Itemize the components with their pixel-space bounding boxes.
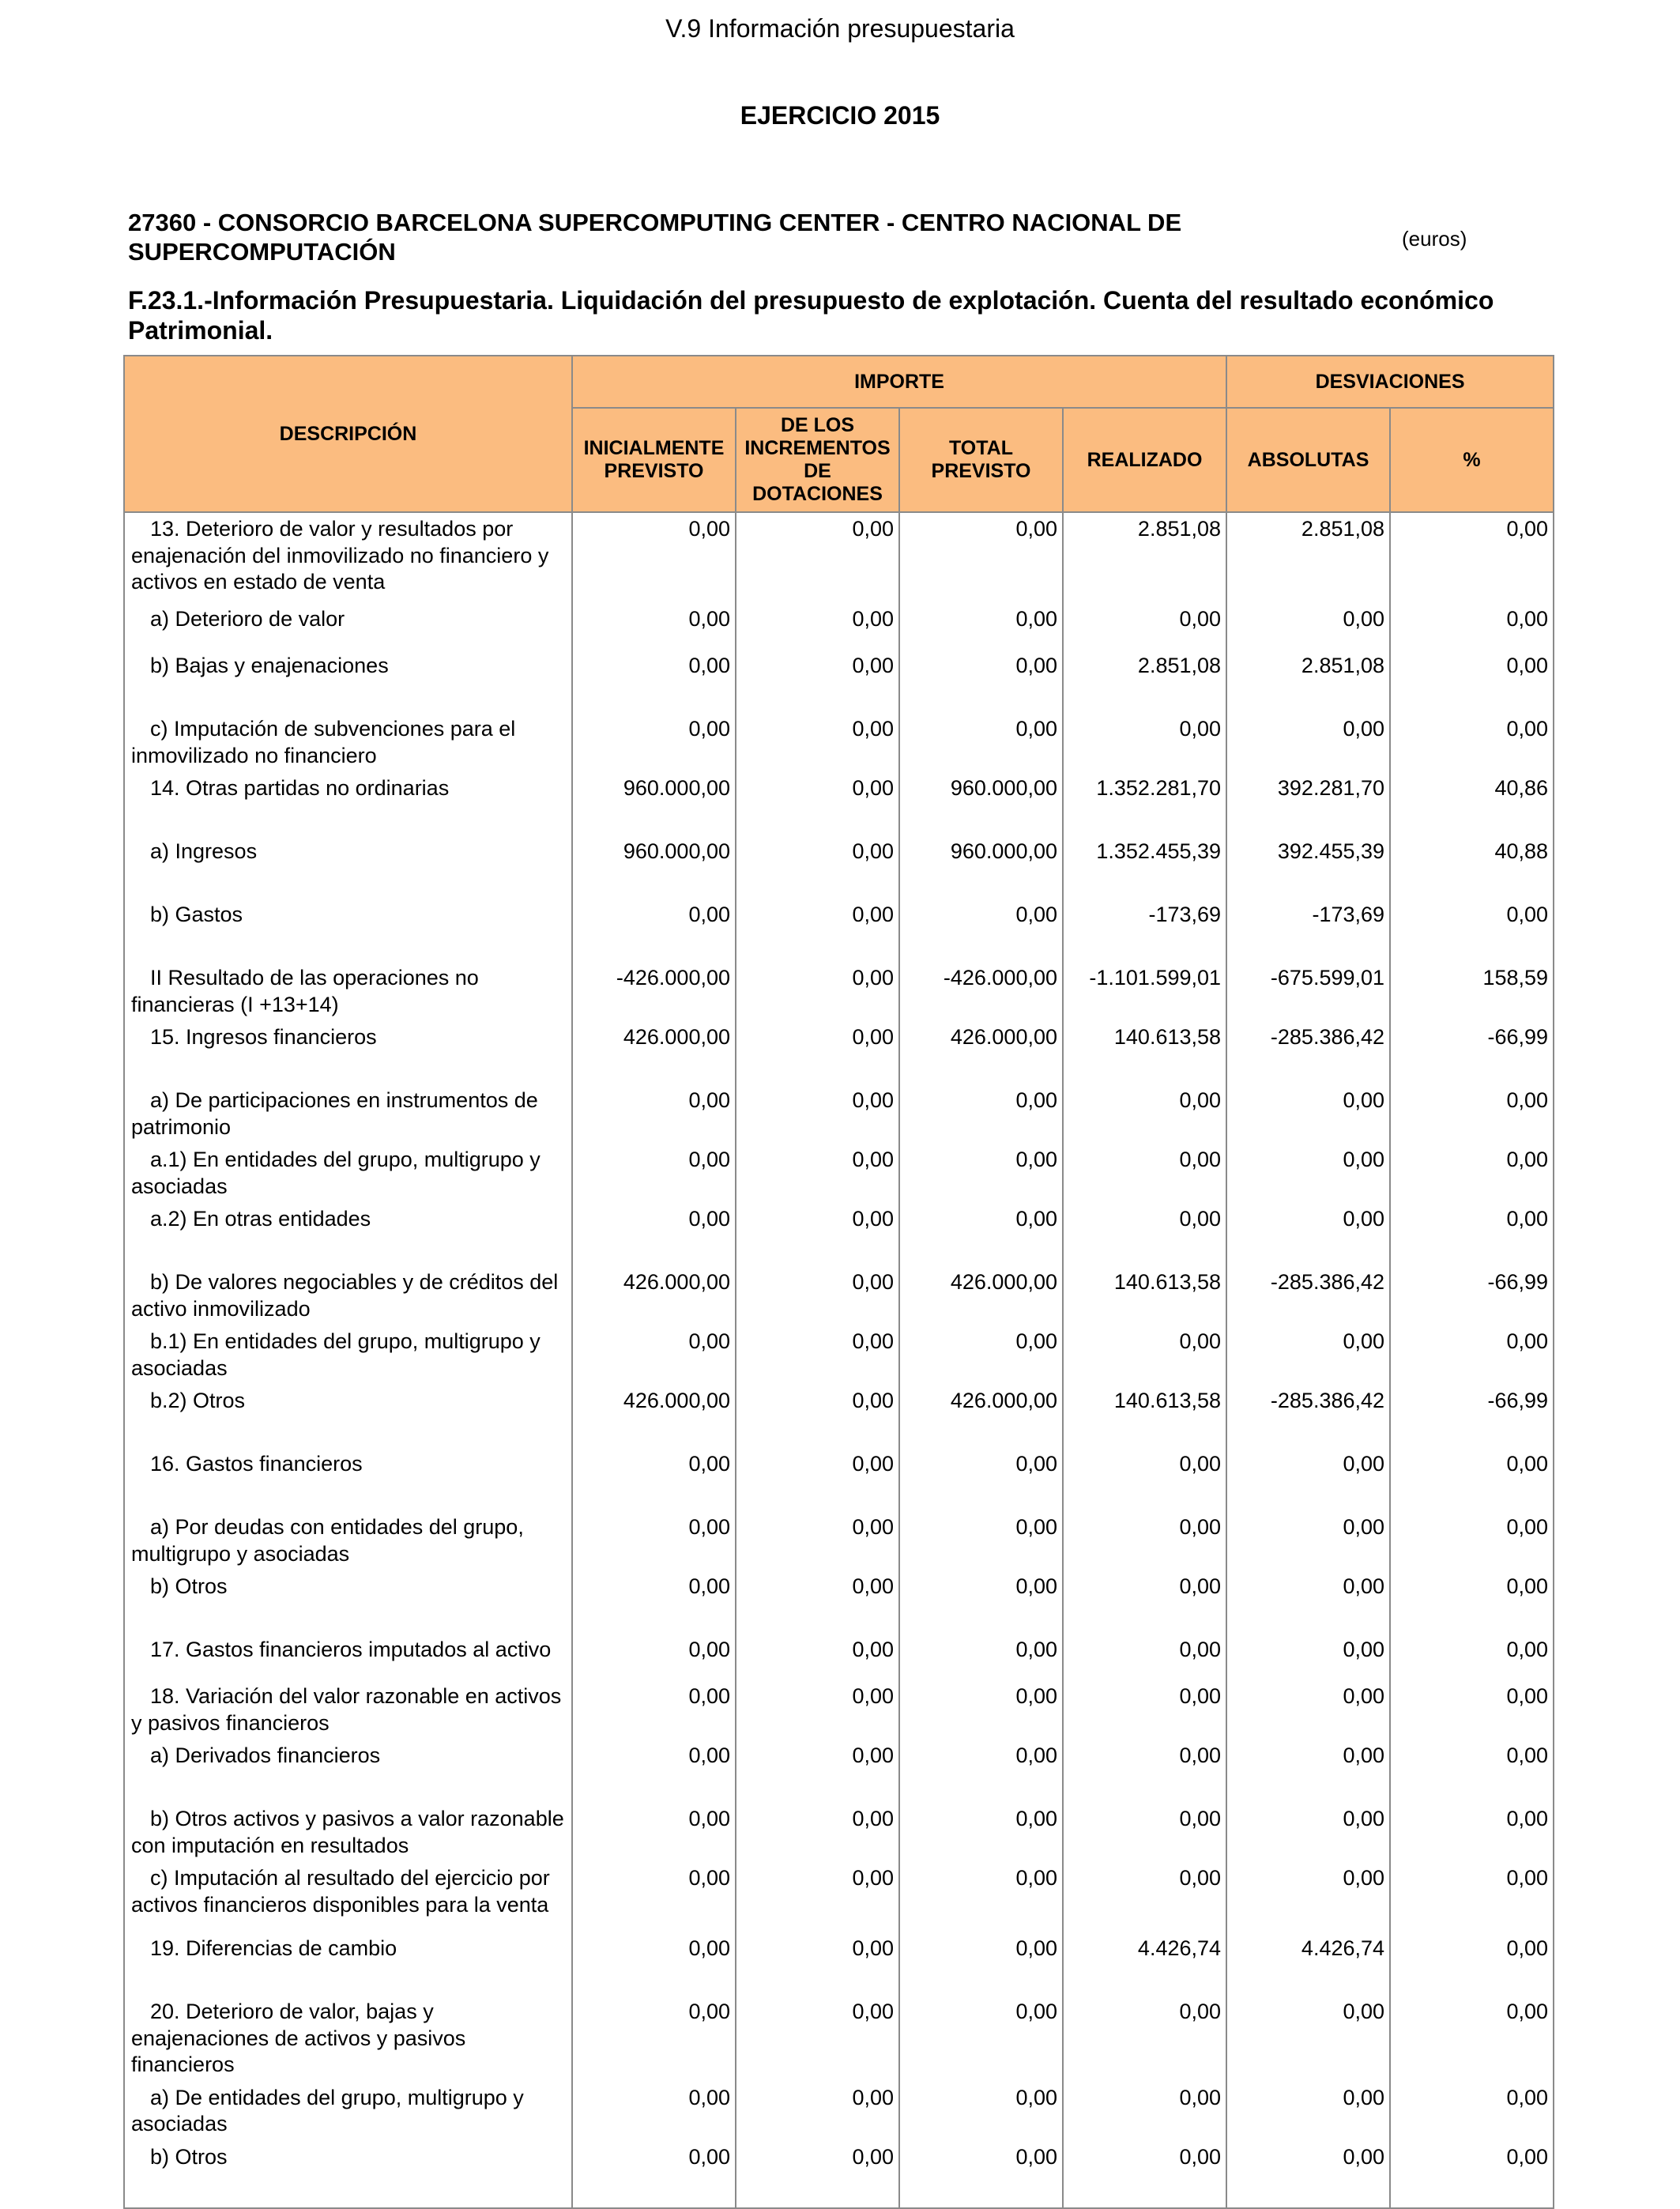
- cell-porcentaje: 0,00: [1390, 1740, 1554, 1803]
- cell-inicialmente-previsto: 0,00: [572, 2141, 736, 2208]
- cell-absolutas: -675.599,01: [1226, 962, 1390, 1021]
- cell-inicialmente-previsto: 0,00: [572, 1511, 736, 1570]
- cell-total-previsto: 0,00: [899, 1680, 1063, 1740]
- cell-porcentaje: 158,59: [1390, 962, 1554, 1021]
- cell-absolutas: 0,00: [1226, 1325, 1390, 1385]
- cell-porcentaje: 0,00: [1390, 2141, 1554, 2208]
- cell-inicialmente-previsto: 0,00: [572, 1144, 736, 1203]
- entity-name: 27360 - CONSORCIO BARCELONA SUPERCOMPUTING CENTER - CENTRO NACIONAL DE SUPERCOMPUTACIÓN: [128, 209, 1182, 266]
- cell-absolutas: 2.851,08: [1226, 650, 1390, 713]
- cell-porcentaje: -66,99: [1390, 1266, 1554, 1325]
- table-row: [124, 962, 1554, 1021]
- cell-total-previsto: 0,00: [899, 1144, 1063, 1203]
- cell-incrementos: 0,00: [736, 1803, 899, 1862]
- cell-absolutas: 0,00: [1226, 1203, 1390, 1266]
- cell-absolutas: 0,00: [1226, 1144, 1390, 1203]
- cell-incrementos: 0,00: [736, 1680, 899, 1740]
- row-description: b) De valores negociables y de créditos del activo inmovilizado: [124, 1266, 572, 1325]
- cell-porcentaje: 0,00: [1390, 1634, 1554, 1680]
- cell-inicialmente-previsto: 0,00: [572, 1740, 736, 1803]
- cell-incrementos: 0,00: [736, 1385, 899, 1448]
- row-description: 18. Variación del valor razonable en activos y pasivos financieros: [124, 1680, 572, 1740]
- report-title: F.23.1.-Información Presupuestaria. Liquidación del presupuesto de explotación. Cuenta del resultado económico Patrimonial.: [128, 286, 1494, 345]
- table-header: [124, 356, 1554, 512]
- cell-realizado: 1.352.281,70: [1063, 772, 1226, 835]
- table-row: [124, 1740, 1554, 1803]
- cell-incrementos: 0,00: [736, 1448, 899, 1511]
- cell-absolutas: 0,00: [1226, 2082, 1390, 2141]
- table-row: [124, 1511, 1554, 1570]
- cell-incrementos: 0,00: [736, 835, 899, 899]
- cell-total-previsto: 960.000,00: [899, 772, 1063, 835]
- row-description: b.1) En entidades del grupo, multigrupo y asociadas: [124, 1325, 572, 1385]
- cell-total-previsto: 0,00: [899, 1084, 1063, 1144]
- cell-inicialmente-previsto: 0,00: [572, 2082, 736, 2141]
- table-row: [124, 713, 1554, 772]
- fiscal-year-title: EJERCICIO 2015: [740, 101, 940, 130]
- table-row: [124, 772, 1554, 835]
- cell-inicialmente-previsto: 426.000,00: [572, 1266, 736, 1325]
- cell-total-previsto: 0,00: [899, 1448, 1063, 1511]
- row-description: 13. Deterioro de valor y resultados por enajenación del inmovilizado no financiero y activos en estado de venta: [124, 512, 572, 603]
- cell-realizado: -1.101.599,01: [1063, 962, 1226, 1021]
- cell-inicialmente-previsto: 0,00: [572, 1996, 736, 2082]
- cell-porcentaje: 0,00: [1390, 899, 1554, 962]
- cell-inicialmente-previsto: 960.000,00: [572, 772, 736, 835]
- row-description: b.2) Otros: [124, 1385, 572, 1448]
- header-realizado: REALIZADO: [1063, 408, 1226, 512]
- table-row: [124, 1996, 1554, 2082]
- table-row: [124, 603, 1554, 650]
- row-description: 15. Ingresos financieros: [124, 1021, 572, 1084]
- cell-inicialmente-previsto: 0,00: [572, 650, 736, 713]
- cell-absolutas: 0,00: [1226, 1448, 1390, 1511]
- cell-realizado: 0,00: [1063, 1680, 1226, 1740]
- header-inicialmente-previsto: INICIALMENTE PREVISTO: [572, 408, 736, 512]
- header-descripcion: DESCRIPCIÓN: [124, 356, 572, 512]
- cell-porcentaje: 0,00: [1390, 1325, 1554, 1385]
- cell-incrementos: 0,00: [736, 1325, 899, 1385]
- cell-total-previsto: 426.000,00: [899, 1266, 1063, 1325]
- row-description: 14. Otras partidas no ordinarias: [124, 772, 572, 835]
- table-row: [124, 1084, 1554, 1144]
- cell-incrementos: 0,00: [736, 1740, 899, 1803]
- cell-realizado: 140.613,58: [1063, 1021, 1226, 1084]
- cell-porcentaje: 40,86: [1390, 772, 1554, 835]
- cell-inicialmente-previsto: 0,00: [572, 1680, 736, 1740]
- cell-incrementos: 0,00: [736, 1511, 899, 1570]
- cell-total-previsto: 0,00: [899, 1740, 1063, 1803]
- row-description: c) Imputación de subvenciones para el inmovilizado no financiero: [124, 713, 572, 772]
- cell-total-previsto: 0,00: [899, 650, 1063, 713]
- header-incrementos: DE LOS INCREMENTOS DE DOTACIONES: [736, 408, 899, 512]
- row-description: a) Deterioro de valor: [124, 603, 572, 650]
- cell-absolutas: -285.386,42: [1226, 1385, 1390, 1448]
- cell-absolutas: 0,00: [1226, 1634, 1390, 1680]
- cell-inicialmente-previsto: 426.000,00: [572, 1385, 736, 1448]
- cell-absolutas: -285.386,42: [1226, 1266, 1390, 1325]
- table-row: [124, 512, 1554, 603]
- cell-total-previsto: -426.000,00: [899, 962, 1063, 1021]
- cell-porcentaje: 0,00: [1390, 603, 1554, 650]
- table-row: [124, 1266, 1554, 1325]
- cell-absolutas: 0,00: [1226, 1570, 1390, 1634]
- cell-total-previsto: 426.000,00: [899, 1385, 1063, 1448]
- cell-total-previsto: 0,00: [899, 603, 1063, 650]
- cell-incrementos: 0,00: [736, 713, 899, 772]
- cell-realizado: 140.613,58: [1063, 1266, 1226, 1325]
- section-title: V.9 Información presupuestaria: [665, 14, 1015, 43]
- cell-realizado: 1.352.455,39: [1063, 835, 1226, 899]
- cell-absolutas: 0,00: [1226, 1862, 1390, 1932]
- cell-inicialmente-previsto: 0,00: [572, 713, 736, 772]
- cell-porcentaje: 0,00: [1390, 2082, 1554, 2141]
- cell-porcentaje: 0,00: [1390, 713, 1554, 772]
- cell-absolutas: 392.455,39: [1226, 835, 1390, 899]
- cell-incrementos: 0,00: [736, 1084, 899, 1144]
- cell-porcentaje: 0,00: [1390, 1803, 1554, 1862]
- cell-absolutas: 0,00: [1226, 1996, 1390, 2082]
- cell-total-previsto: 0,00: [899, 1511, 1063, 1570]
- row-description: c) Imputación al resultado del ejercicio por activos financieros disponibles para la venta: [124, 1862, 572, 1932]
- cell-absolutas: 0,00: [1226, 1803, 1390, 1862]
- cell-incrementos: 0,00: [736, 1266, 899, 1325]
- cell-absolutas: -173,69: [1226, 899, 1390, 962]
- cell-total-previsto: 0,00: [899, 1203, 1063, 1266]
- cell-absolutas: 0,00: [1226, 1740, 1390, 1803]
- cell-porcentaje: 0,00: [1390, 1084, 1554, 1144]
- cell-incrementos: 0,00: [736, 2141, 899, 2208]
- cell-porcentaje: 0,00: [1390, 512, 1554, 603]
- currency-units: (euros): [1402, 227, 1467, 251]
- table-row: [124, 1448, 1554, 1511]
- cell-incrementos: 0,00: [736, 512, 899, 603]
- cell-total-previsto: 0,00: [899, 1996, 1063, 2082]
- table-row: [124, 899, 1554, 962]
- cell-realizado: 0,00: [1063, 1325, 1226, 1385]
- table-row: [124, 1570, 1554, 1634]
- cell-absolutas: 4.426,74: [1226, 1932, 1390, 1996]
- table-row: [124, 1680, 1554, 1740]
- cell-inicialmente-previsto: 0,00: [572, 512, 736, 603]
- row-description: 17. Gastos financieros imputados al activo: [124, 1634, 572, 1680]
- row-description: a) De participaciones en instrumentos de patrimonio: [124, 1084, 572, 1144]
- header-porcentaje: %: [1390, 408, 1554, 512]
- header-desviaciones: DESVIACIONES: [1226, 356, 1554, 408]
- cell-absolutas: 0,00: [1226, 1511, 1390, 1570]
- table-row: [124, 2082, 1554, 2141]
- cell-realizado: 140.613,58: [1063, 1385, 1226, 1448]
- cell-porcentaje: 0,00: [1390, 650, 1554, 713]
- row-description: a.2) En otras entidades: [124, 1203, 572, 1266]
- cell-realizado: -173,69: [1063, 899, 1226, 962]
- cell-realizado: 0,00: [1063, 1862, 1226, 1932]
- cell-porcentaje: 0,00: [1390, 1448, 1554, 1511]
- table-row: [124, 1932, 1554, 1996]
- cell-absolutas: 0,00: [1226, 1680, 1390, 1740]
- cell-inicialmente-previsto: 960.000,00: [572, 835, 736, 899]
- cell-realizado: 0,00: [1063, 1448, 1226, 1511]
- cell-absolutas: 2.851,08: [1226, 512, 1390, 603]
- cell-incrementos: 0,00: [736, 1144, 899, 1203]
- row-description: b) Otros activos y pasivos a valor razonable con imputación en resultados: [124, 1803, 572, 1862]
- cell-porcentaje: 0,00: [1390, 1932, 1554, 1996]
- cell-incrementos: 0,00: [736, 1996, 899, 2082]
- cell-realizado: 0,00: [1063, 1084, 1226, 1144]
- table-row: [124, 835, 1554, 899]
- cell-realizado: 0,00: [1063, 1996, 1226, 2082]
- cell-total-previsto: 0,00: [899, 1634, 1063, 1680]
- cell-incrementos: 0,00: [736, 772, 899, 835]
- row-description: a) Por deudas con entidades del grupo, multigrupo y asociadas: [124, 1511, 572, 1570]
- header-importe: IMPORTE: [572, 356, 1226, 408]
- cell-porcentaje: 0,00: [1390, 1862, 1554, 1932]
- row-description: b) Gastos: [124, 899, 572, 962]
- cell-inicialmente-previsto: 0,00: [572, 1803, 736, 1862]
- cell-realizado: 0,00: [1063, 1570, 1226, 1634]
- cell-inicialmente-previsto: 0,00: [572, 1448, 736, 1511]
- row-description: a.1) En entidades del grupo, multigrupo y asociadas: [124, 1144, 572, 1203]
- cell-realizado: 2.851,08: [1063, 512, 1226, 603]
- table-row: [124, 1325, 1554, 1385]
- header-absolutas: ABSOLUTAS: [1226, 408, 1390, 512]
- cell-porcentaje: -66,99: [1390, 1385, 1554, 1448]
- cell-inicialmente-previsto: 0,00: [572, 899, 736, 962]
- table-row: [124, 1385, 1554, 1448]
- row-description: 16. Gastos financieros: [124, 1448, 572, 1511]
- cell-total-previsto: 426.000,00: [899, 1021, 1063, 1084]
- cell-realizado: 0,00: [1063, 1803, 1226, 1862]
- cell-porcentaje: 40,88: [1390, 835, 1554, 899]
- cell-porcentaje: 0,00: [1390, 1511, 1554, 1570]
- row-description: b) Bajas y enajenaciones: [124, 650, 572, 713]
- cell-incrementos: 0,00: [736, 1634, 899, 1680]
- table-row: [124, 1203, 1554, 1266]
- cell-incrementos: 0,00: [736, 962, 899, 1021]
- cell-incrementos: 0,00: [736, 1570, 899, 1634]
- cell-incrementos: 0,00: [736, 1862, 899, 1932]
- cell-incrementos: 0,00: [736, 650, 899, 713]
- row-description: b) Otros: [124, 2141, 572, 2208]
- cell-incrementos: 0,00: [736, 603, 899, 650]
- cell-realizado: 4.426,74: [1063, 1932, 1226, 1996]
- cell-realizado: 0,00: [1063, 1740, 1226, 1803]
- cell-realizado: 2.851,08: [1063, 650, 1226, 713]
- row-description: 20. Deterioro de valor, bajas y enajenaciones de activos y pasivos financieros: [124, 1996, 572, 2082]
- cell-total-previsto: 0,00: [899, 1862, 1063, 1932]
- cell-inicialmente-previsto: 0,00: [572, 1862, 736, 1932]
- cell-realizado: 0,00: [1063, 1144, 1226, 1203]
- cell-total-previsto: 0,00: [899, 899, 1063, 962]
- cell-incrementos: 0,00: [736, 1021, 899, 1084]
- cell-total-previsto: 0,00: [899, 2141, 1063, 2208]
- row-description: b) Otros: [124, 1570, 572, 1634]
- header-total-previsto: TOTAL PREVISTO: [899, 408, 1063, 512]
- cell-realizado: 0,00: [1063, 1511, 1226, 1570]
- row-description: a) Ingresos: [124, 835, 572, 899]
- cell-inicialmente-previsto: 0,00: [572, 1570, 736, 1634]
- cell-inicialmente-previsto: 0,00: [572, 1932, 736, 1996]
- table-body: [124, 512, 1554, 2208]
- table-row: [124, 2141, 1554, 2208]
- cell-porcentaje: 0,00: [1390, 1996, 1554, 2082]
- cell-absolutas: 0,00: [1226, 603, 1390, 650]
- cell-absolutas: 0,00: [1226, 1084, 1390, 1144]
- cell-absolutas: 392.281,70: [1226, 772, 1390, 835]
- cell-incrementos: 0,00: [736, 1932, 899, 1996]
- cell-realizado: 0,00: [1063, 2141, 1226, 2208]
- row-description: a) De entidades del grupo, multigrupo y asociadas: [124, 2082, 572, 2141]
- cell-incrementos: 0,00: [736, 2082, 899, 2141]
- cell-inicialmente-previsto: 0,00: [572, 1084, 736, 1144]
- cell-porcentaje: 0,00: [1390, 1570, 1554, 1634]
- cell-realizado: 0,00: [1063, 2082, 1226, 2141]
- cell-realizado: 0,00: [1063, 713, 1226, 772]
- budget-table: [123, 355, 1554, 2209]
- cell-porcentaje: 0,00: [1390, 1144, 1554, 1203]
- cell-absolutas: -285.386,42: [1226, 1021, 1390, 1084]
- cell-inicialmente-previsto: 0,00: [572, 1325, 736, 1385]
- row-description: 19. Diferencias de cambio: [124, 1932, 572, 1996]
- cell-porcentaje: -66,99: [1390, 1021, 1554, 1084]
- table-row: [124, 1862, 1554, 1932]
- cell-porcentaje: 0,00: [1390, 1203, 1554, 1266]
- cell-total-previsto: 0,00: [899, 713, 1063, 772]
- cell-porcentaje: 0,00: [1390, 1680, 1554, 1740]
- table-row: [124, 1634, 1554, 1680]
- table-row: [124, 1021, 1554, 1084]
- cell-total-previsto: 0,00: [899, 1570, 1063, 1634]
- cell-incrementos: 0,00: [736, 899, 899, 962]
- cell-total-previsto: 0,00: [899, 1325, 1063, 1385]
- cell-absolutas: 0,00: [1226, 2141, 1390, 2208]
- table-row: [124, 1144, 1554, 1203]
- row-description: II Resultado de las operaciones no financieras (I +13+14): [124, 962, 572, 1021]
- cell-inicialmente-previsto: 0,00: [572, 603, 736, 650]
- cell-total-previsto: 960.000,00: [899, 835, 1063, 899]
- cell-total-previsto: 0,00: [899, 1803, 1063, 1862]
- cell-realizado: 0,00: [1063, 1634, 1226, 1680]
- cell-absolutas: 0,00: [1226, 713, 1390, 772]
- cell-inicialmente-previsto: 0,00: [572, 1634, 736, 1680]
- cell-total-previsto: 0,00: [899, 2082, 1063, 2141]
- table-row: [124, 650, 1554, 713]
- cell-total-previsto: 0,00: [899, 512, 1063, 603]
- cell-inicialmente-previsto: 0,00: [572, 1203, 736, 1266]
- cell-realizado: 0,00: [1063, 1203, 1226, 1266]
- cell-realizado: 0,00: [1063, 603, 1226, 650]
- table-row: [124, 1803, 1554, 1862]
- row-description: a) Derivados financieros: [124, 1740, 572, 1803]
- cell-inicialmente-previsto: -426.000,00: [572, 962, 736, 1021]
- cell-total-previsto: 0,00: [899, 1932, 1063, 1996]
- cell-incrementos: 0,00: [736, 1203, 899, 1266]
- cell-inicialmente-previsto: 426.000,00: [572, 1021, 736, 1084]
